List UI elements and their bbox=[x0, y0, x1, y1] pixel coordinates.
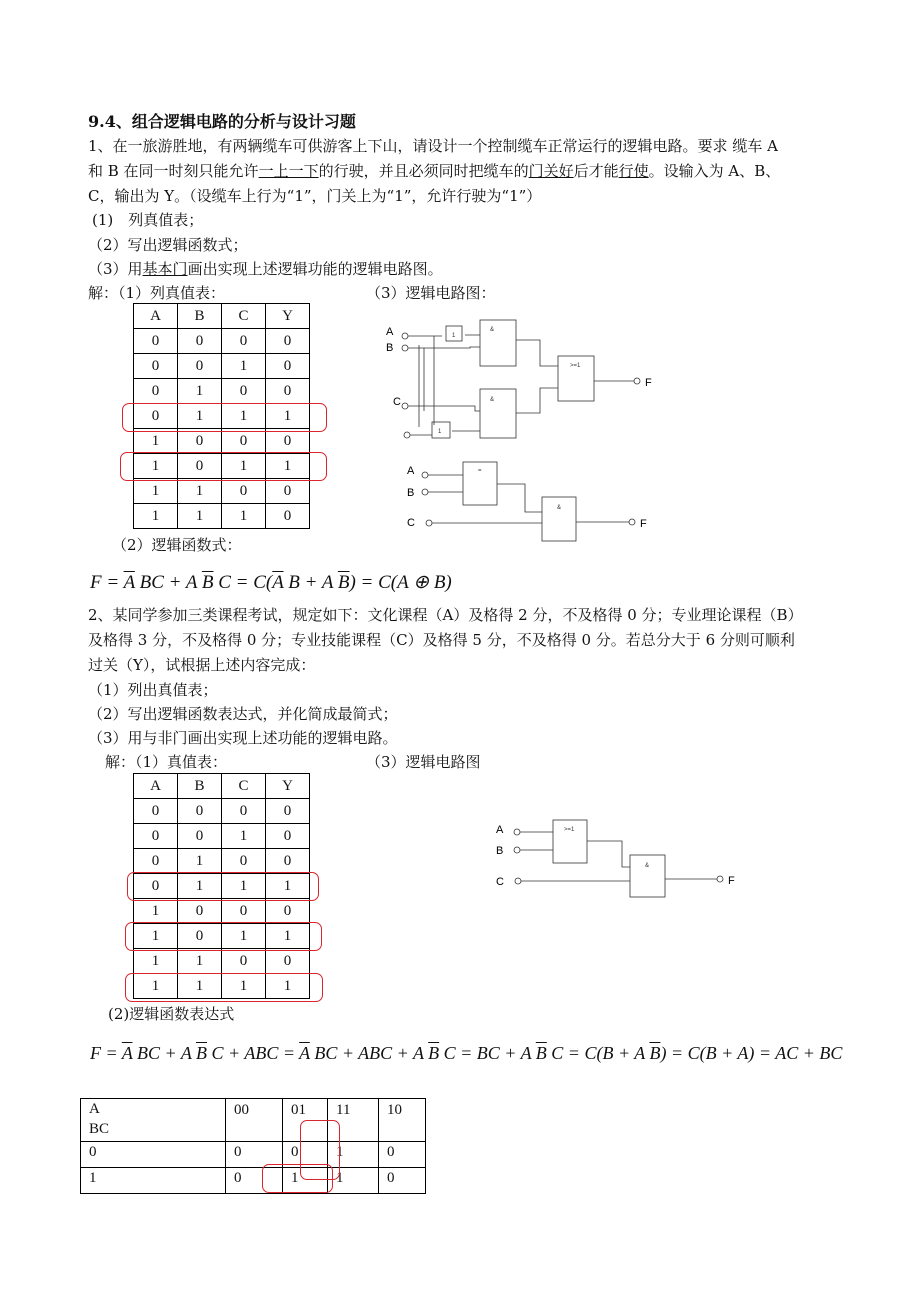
q1-solution-3: （3）逻辑电路图： bbox=[366, 284, 496, 302]
table-cell: 0 bbox=[178, 799, 222, 824]
q2-line3: 过关（Y），试根据上述内容完成： bbox=[88, 656, 316, 674]
table-row bbox=[134, 799, 310, 824]
q1-solution-1: 解：（1）列真值表： bbox=[88, 284, 226, 302]
table-cell: 1 bbox=[266, 874, 310, 899]
table-cell: 0 bbox=[178, 924, 222, 949]
table-row bbox=[134, 354, 310, 379]
and-gate bbox=[630, 855, 665, 897]
q1-formula: $F = \overline{A}$ BC + A $\overline{B}$ $C = C(\overline{A}$ B + A $\overline{B}) = C(A$ ⊕ B) bbox=[90, 572, 452, 593]
q1-underline-text: 行使 bbox=[618, 162, 649, 180]
table-header-cell: B bbox=[178, 774, 222, 799]
and-gate bbox=[542, 497, 576, 541]
table-cell: 0 bbox=[266, 824, 310, 849]
q1-underline-text: 一上一下 bbox=[258, 162, 319, 180]
table-cell: 0 bbox=[222, 899, 266, 924]
table-cell: 1 bbox=[134, 479, 178, 504]
table-cell: 0 bbox=[178, 824, 222, 849]
page-title: 9.4、组合逻辑电路的分析与设计习题 bbox=[88, 112, 356, 131]
kmap-corner-top: A bbox=[89, 1101, 100, 1117]
table-header-row bbox=[134, 774, 310, 799]
kmap-row bbox=[81, 1142, 426, 1168]
kmap-cell: 0 bbox=[226, 1168, 283, 1194]
gate-symbol: >=1 bbox=[564, 827, 575, 833]
table-cell: 1 bbox=[222, 974, 266, 999]
gate-symbol: = bbox=[478, 468, 482, 474]
table-cell: 1 bbox=[134, 454, 178, 479]
table-cell: 0 bbox=[222, 429, 266, 454]
table-header-cell: Y bbox=[266, 774, 310, 799]
input-label: C bbox=[393, 396, 401, 408]
input-label: B bbox=[386, 342, 394, 354]
table-cell: 1 bbox=[266, 404, 310, 429]
input-terminal bbox=[422, 489, 428, 495]
table-cell: 1 bbox=[178, 504, 222, 529]
table-cell: 0 bbox=[134, 404, 178, 429]
table-cell: 1 bbox=[134, 924, 178, 949]
table-cell: 0 bbox=[134, 354, 178, 379]
q1-circuit-diagram-2 bbox=[400, 458, 660, 548]
table-cell: 1 bbox=[266, 454, 310, 479]
q1-text: 的行驶，并且必须同时把缆车的 bbox=[318, 162, 529, 180]
q2-line2: 及格得 3 分，不及格得 0 分；专业技能课程（C）及格得 5 分，不及格得 0 分。若总分大于 6 分则可顺利 bbox=[88, 631, 795, 649]
q2-sub2: （2）写出逻辑函数表达式，并化简成最简式； bbox=[88, 705, 398, 723]
kmap-cell: 0 bbox=[283, 1142, 328, 1168]
table-cell: 0 bbox=[134, 824, 178, 849]
table-cell: 0 bbox=[178, 329, 222, 354]
kmap-cell: 0 bbox=[379, 1168, 426, 1194]
table-header-cell: A bbox=[134, 774, 178, 799]
kmap-header-row bbox=[81, 1099, 426, 1142]
table-row bbox=[134, 479, 310, 504]
table-row bbox=[134, 849, 310, 874]
kmap-group-ring bbox=[262, 1164, 333, 1193]
kmap-cell: 1 bbox=[328, 1168, 379, 1194]
gate-symbol: & bbox=[557, 505, 562, 511]
input-label: A bbox=[407, 465, 415, 477]
q1-circuit-diagram-1 bbox=[380, 315, 660, 445]
q1-line3: C，输出为 Y。（设缆车上行为“1”，门关上为“1”，允许行驶为“1”） bbox=[88, 187, 542, 205]
gate-symbol: & bbox=[645, 863, 650, 869]
output-label: F bbox=[645, 377, 652, 389]
table-row bbox=[134, 329, 310, 354]
input-label: C bbox=[407, 517, 415, 529]
q2-highlight-ring bbox=[127, 872, 319, 901]
table-cell: 0 bbox=[222, 479, 266, 504]
table-cell: 0 bbox=[222, 799, 266, 824]
table-cell: 1 bbox=[266, 924, 310, 949]
q2-line1: 2、某同学参加三类课程考试，规定如下：文化课程（A）及格得 2 分，不及格得 0 分；专业理论课程（B） bbox=[88, 606, 803, 624]
table-cell: 1 bbox=[178, 379, 222, 404]
q2-solution-1: 解：（1）真值表： bbox=[105, 753, 228, 771]
q1-text: （3）用 bbox=[88, 260, 143, 278]
q1-text: 画出实现上述逻辑功能的逻辑电路图。 bbox=[187, 260, 443, 278]
kmap-col-header: 11 bbox=[328, 1099, 379, 1142]
table-cell: 0 bbox=[222, 379, 266, 404]
output-terminal bbox=[717, 876, 723, 882]
table-cell: 0 bbox=[266, 949, 310, 974]
output-terminal bbox=[629, 519, 635, 525]
kmap-col-header: 01 bbox=[283, 1099, 328, 1142]
q1-sub3 bbox=[88, 259, 443, 279]
q1-line1: 1、在一旅游胜地，有两辆缆车可供游客上下山，请设计一个控制缆车正常运行的逻辑电路。要求 缆车 A bbox=[88, 137, 778, 155]
output-label: F bbox=[728, 875, 735, 887]
table-cell: 0 bbox=[266, 479, 310, 504]
kmap-cell: 0 bbox=[379, 1142, 426, 1168]
table-cell: 0 bbox=[222, 849, 266, 874]
table-header-cell: C bbox=[222, 304, 266, 329]
q1-text: 后才能 bbox=[573, 162, 619, 180]
table-cell: 0 bbox=[266, 504, 310, 529]
input-terminal bbox=[402, 333, 408, 339]
kmap-col-header: 10 bbox=[379, 1099, 426, 1142]
kmap-cell: 1 bbox=[328, 1142, 379, 1168]
gate-symbol: 1 bbox=[452, 333, 456, 339]
kmap-cell: 0 bbox=[226, 1142, 283, 1168]
table-cell: 0 bbox=[266, 379, 310, 404]
table-cell: 1 bbox=[178, 949, 222, 974]
q1-text: 和 B 在同一时刻只能允许 bbox=[88, 162, 259, 180]
table-cell: 1 bbox=[134, 504, 178, 529]
input-label: A bbox=[496, 824, 504, 836]
table-cell: 0 bbox=[134, 874, 178, 899]
q2-sub1: （1）列出真值表； bbox=[88, 681, 218, 699]
table-cell: 0 bbox=[266, 899, 310, 924]
table-cell: 1 bbox=[178, 404, 222, 429]
table-cell: 1 bbox=[178, 974, 222, 999]
q1-highlight-ring bbox=[120, 452, 327, 481]
input-label: C bbox=[496, 876, 504, 888]
q1-text: 。设输入为 A、B、 bbox=[648, 162, 781, 180]
q2-circuit-diagram bbox=[490, 815, 750, 905]
gate-symbol: & bbox=[490, 397, 495, 403]
gate-symbol: 1 bbox=[438, 429, 442, 435]
table-cell: 0 bbox=[134, 849, 178, 874]
kmap-col-header: 00 bbox=[226, 1099, 283, 1142]
and-gate bbox=[480, 389, 516, 438]
table-cell: 0 bbox=[178, 454, 222, 479]
table-cell: 1 bbox=[134, 429, 178, 454]
table-cell: 0 bbox=[178, 899, 222, 924]
table-cell: 1 bbox=[222, 504, 266, 529]
input-terminal bbox=[402, 345, 408, 351]
table-cell: 1 bbox=[222, 354, 266, 379]
output-terminal bbox=[634, 378, 640, 384]
table-cell: 0 bbox=[266, 849, 310, 874]
input-terminal bbox=[402, 403, 408, 409]
q2-solution-2: (2)逻辑函数表达式 bbox=[108, 1005, 235, 1023]
kmap-cell: 1 bbox=[283, 1168, 328, 1194]
q2-karnaugh-map bbox=[80, 1098, 426, 1194]
output-label: F bbox=[640, 518, 647, 530]
input-terminal bbox=[426, 520, 432, 526]
table-cell: 0 bbox=[134, 379, 178, 404]
input-label: A bbox=[386, 326, 394, 338]
table-row bbox=[134, 379, 310, 404]
q1-sub2: （2）写出逻辑函数式； bbox=[88, 236, 248, 254]
table-row bbox=[134, 429, 310, 454]
table-header-cell: Y bbox=[266, 304, 310, 329]
table-header-cell: C bbox=[222, 774, 266, 799]
table-cell: 1 bbox=[222, 874, 266, 899]
q2-formula: $F = \overline{A}$ BC + A $\overline{B}$ C + ABC = $\overline{A}$ BC + ABC + A $\overline{B}$ C = BC + A $\overline{B}$ C = C(B + A $\overline{B}) = C(B + A)$ = AC + BC bbox=[90, 1043, 843, 1063]
table-cell: 1 bbox=[222, 824, 266, 849]
table-cell: 0 bbox=[134, 799, 178, 824]
table-cell: 1 bbox=[134, 949, 178, 974]
gate-symbol: & bbox=[490, 327, 495, 333]
table-row bbox=[134, 824, 310, 849]
table-cell: 1 bbox=[178, 479, 222, 504]
table-cell: 1 bbox=[222, 404, 266, 429]
kmap-row-label: 1 bbox=[81, 1168, 226, 1194]
table-cell: 0 bbox=[222, 329, 266, 354]
table-cell: 0 bbox=[178, 354, 222, 379]
input-terminal bbox=[422, 472, 428, 478]
q2-sub3: （3）用与非门画出实现上述功能的逻辑电路。 bbox=[88, 729, 398, 747]
gate-symbol: >=1 bbox=[570, 363, 581, 369]
q1-highlight-ring bbox=[122, 403, 327, 432]
q1-sub1: (1) 列真值表； bbox=[92, 211, 204, 229]
table-cell: 0 bbox=[266, 354, 310, 379]
table-header-cell: B bbox=[178, 304, 222, 329]
table-row bbox=[134, 504, 310, 529]
q1-line2 bbox=[88, 161, 780, 181]
input-terminal bbox=[514, 829, 520, 835]
table-cell: 0 bbox=[266, 799, 310, 824]
table-header-cell: A bbox=[134, 304, 178, 329]
input-terminal bbox=[404, 432, 410, 438]
kmap-row-label: 0 bbox=[81, 1142, 226, 1168]
q1-solution-2: （2）逻辑函数式： bbox=[112, 536, 242, 554]
table-cell: 1 bbox=[134, 899, 178, 924]
table-row bbox=[134, 899, 310, 924]
q1-underline-text: 门关好 bbox=[528, 162, 574, 180]
table-cell: 0 bbox=[222, 949, 266, 974]
table-cell: 1 bbox=[222, 454, 266, 479]
input-terminal bbox=[514, 847, 520, 853]
kmap-corner-bottom: BC bbox=[89, 1121, 110, 1137]
kmap-row bbox=[81, 1168, 426, 1194]
q2-highlight-ring bbox=[125, 922, 322, 951]
table-cell: 1 bbox=[178, 874, 222, 899]
table-cell: 1 bbox=[266, 974, 310, 999]
table-cell: 0 bbox=[266, 429, 310, 454]
table-cell: 1 bbox=[178, 849, 222, 874]
table-cell: 0 bbox=[134, 329, 178, 354]
input-label: B bbox=[407, 487, 415, 499]
table-cell: 0 bbox=[178, 429, 222, 454]
table-cell: 0 bbox=[266, 329, 310, 354]
input-terminal bbox=[515, 878, 521, 884]
table-row bbox=[134, 949, 310, 974]
q2-solution-3: （3）逻辑电路图 bbox=[366, 753, 481, 771]
table-header-row bbox=[134, 304, 310, 329]
kmap-corner-cell bbox=[81, 1099, 226, 1142]
input-label: B bbox=[496, 845, 504, 857]
and-gate bbox=[480, 320, 516, 366]
table-cell: 1 bbox=[222, 924, 266, 949]
q1-underline-text: 基本门 bbox=[142, 260, 188, 278]
q2-highlight-ring bbox=[125, 973, 323, 1002]
table-cell: 1 bbox=[134, 974, 178, 999]
